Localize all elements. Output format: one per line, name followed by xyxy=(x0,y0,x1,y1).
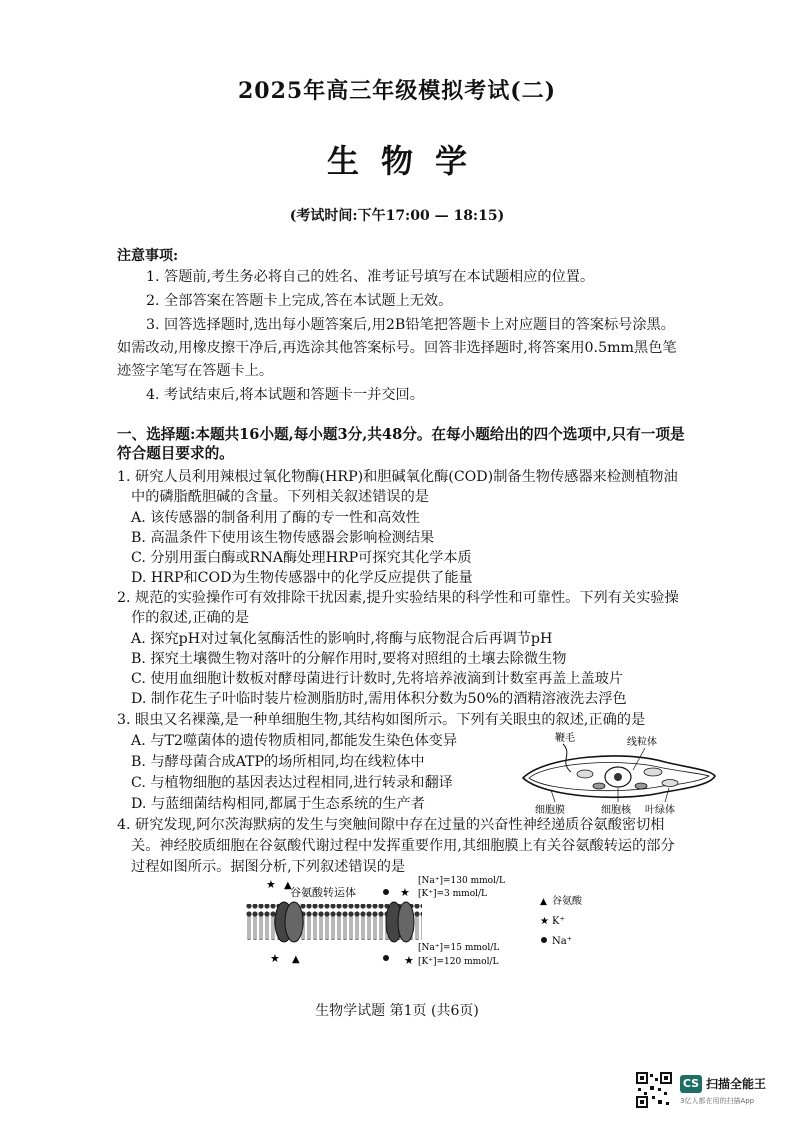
note-item-3: 3. 回答选择题时,选出每小题答案后,用2B铅笔把答题卡上对应题目的答案标号涂黑。 xyxy=(146,317,675,333)
q3-option-a: A. 与T2噬菌体的遗传物质相同,都能发生染色体变异 xyxy=(131,733,458,749)
exam-title: 2025年高三年级模拟考试(二) xyxy=(237,78,557,104)
outside-na-concentration: [Na⁺]=130 mmol/L xyxy=(418,876,505,886)
legend-glutamate-icon: ▲ xyxy=(540,897,547,907)
pointer-line xyxy=(665,788,669,802)
inside-k-concentration: [K⁺]=120 mmol/L xyxy=(418,957,499,967)
qr-code-icon xyxy=(636,1072,672,1108)
legend-na: Na⁺ xyxy=(552,936,572,947)
q1-option-c: C. 分别用蛋白酶或RNA酶处理HRP可探究其化学本质 xyxy=(131,550,472,566)
mitochondria-shape xyxy=(635,783,647,789)
q3-option-b: B. 与酵母菌合成ATP的场所相同,均在线粒体中 xyxy=(131,754,425,770)
flagellum-line xyxy=(563,744,571,772)
k-ion-symbol: ★ xyxy=(266,878,276,891)
glutamate-symbol: ▲ xyxy=(284,880,292,891)
q2-stem-cont: 作的叙述,正确的是 xyxy=(131,610,250,626)
label-membrane: 细胞膜 xyxy=(535,805,565,816)
q1-stem-cont: 中的磷脂酰胆碱的含量。下列相关叙述错误的是 xyxy=(131,489,429,505)
q4-stem: 4. 研究发现,阿尔茨海默病的发生与突触间隙中存在过量的兴奋性神经递质谷氨酸密切相 xyxy=(117,817,665,833)
euglena-figure xyxy=(515,728,725,816)
mitochondria-shape xyxy=(593,783,605,789)
chloroplast-shape xyxy=(662,780,678,787)
scanner-tagline: 3亿人都在用的扫描App xyxy=(680,1097,755,1105)
notes-heading: 注意事项: xyxy=(117,248,179,264)
q3-stem: 3. 眼虫又名裸藻,是一种单细胞生物,其结构如图所示。下列有关眼虫的叙述,正确的是 xyxy=(117,712,646,728)
q2-option-c: C. 使用血细胞计数板对酵母菌进行计数时,先将培养液滴到计数室再盖上盖玻片 xyxy=(131,671,624,687)
q2-option-b: B. 探究土壤微生物对落叶的分解作用时,要将对照组的土壤去除微生物 xyxy=(131,651,567,667)
section-heading: 一、选择题:本题共16小题,每小题3分,共48分。在每小题给出的四个选项中,只有一项是 xyxy=(117,426,685,443)
legend-k: K⁺ xyxy=(552,916,565,927)
q1-option-a: A. 该传感器的制备利用了酶的专一性和高效性 xyxy=(131,510,420,526)
note-item-1: 1. 答题前,考生务必将自己的姓名、准考证号填写在本试题相应的位置。 xyxy=(146,269,595,285)
k-ion-symbol: ★ xyxy=(400,886,410,899)
na-ion-symbol xyxy=(383,955,389,961)
q1-option-d: D. HRP和COD为生物传感器中的化学反应提供了能量 xyxy=(131,570,473,586)
exam-time: (考试时间:下午17:00 — 18:15) xyxy=(289,208,505,224)
note-item-3-cont2: 迹签字笔写在答题卡上。 xyxy=(117,363,274,379)
note-item-3-cont: 如需改动,用橡皮擦干净后,再选涂其他答案标号。回答非选择题时,将答案用0.5mm黑色笔 xyxy=(117,340,677,356)
q1-option-b: B. 高温条件下使用该生物传感器会影响检测结果 xyxy=(131,530,435,546)
transporter-figure xyxy=(240,874,680,974)
k-ion-symbol: ★ xyxy=(404,954,414,967)
channel-protein xyxy=(398,902,414,942)
scanner-logo-badge: CS xyxy=(680,1075,702,1093)
legend-k-icon: ★ xyxy=(540,916,549,927)
outside-k-concentration: [K⁺]=3 mmol/L xyxy=(418,889,487,899)
page-footer: 生物学试题 第1页 (共6页) xyxy=(315,1003,479,1019)
q2-option-d: D. 制作花生子叶临时装片检测脂肪时,需用体积分数为50%的酒精溶液洗去浮色 xyxy=(131,691,627,707)
pointer-line xyxy=(633,748,645,770)
q4-stem-cont: 关。神经胶质细胞在谷氨酸代谢过程中发挥重要作用,其细胞膜上有关谷氨酸转运的部分 xyxy=(131,838,675,854)
q3-option-d: D. 与蓝细菌结构相同,都属于生态系统的生产者 xyxy=(131,796,425,812)
transporter-protein xyxy=(285,902,303,942)
q2-option-a: A. 探究pH对过氧化氢酶活性的影响时,将酶与底物混合后再调节pH xyxy=(131,631,553,647)
k-ion-symbol: ★ xyxy=(270,952,280,965)
legend-glutamate: 谷氨酸 xyxy=(552,896,582,907)
label-chloroplast: 叶绿体 xyxy=(645,805,675,816)
organelle-shape xyxy=(577,770,593,778)
inside-na-concentration: [Na⁺]=15 mmol/L xyxy=(418,943,500,953)
note-item-2: 2. 全部答案在答题卡上完成,答在本试题上无效。 xyxy=(146,293,453,309)
label-nucleus: 细胞核 xyxy=(601,805,631,816)
legend-na-icon xyxy=(541,937,547,943)
scanner-app-name: 扫描全能王 xyxy=(706,1077,767,1091)
q2-stem: 2. 规范的实验操作可有效排除干扰因素,提升实验结果的科学性和可靠性。下列有关实验操 xyxy=(117,590,679,606)
glutamate-symbol: ▲ xyxy=(292,954,300,965)
note-item-4: 4. 考试结束后,将本试题和答题卡一并交回。 xyxy=(146,387,424,403)
nucleolus-shape xyxy=(614,773,622,781)
label-transporter: 谷氨酸转运体 xyxy=(290,886,356,899)
label-mitochondria: 线粒体 xyxy=(627,737,657,748)
q4-stem-cont2: 过程如图所示。据图分析,下列叙述错误的是 xyxy=(131,859,406,875)
section-heading-cont: 符合题目要求的。 xyxy=(117,445,234,462)
na-ion-symbol xyxy=(383,889,389,895)
chloroplast-shape xyxy=(644,768,662,776)
label-flagellum: 鞭毛 xyxy=(555,733,575,744)
q3-option-c: C. 与植物细胞的基因表达过程相同,进行转录和翻译 xyxy=(131,775,453,791)
q1-stem: 1. 研究人员利用辣根过氧化物酶(HRP)和胆碱氧化酶(COD)制备生物传感器来检测植物油 xyxy=(117,469,678,485)
subject-title: 生物学 xyxy=(326,142,489,180)
